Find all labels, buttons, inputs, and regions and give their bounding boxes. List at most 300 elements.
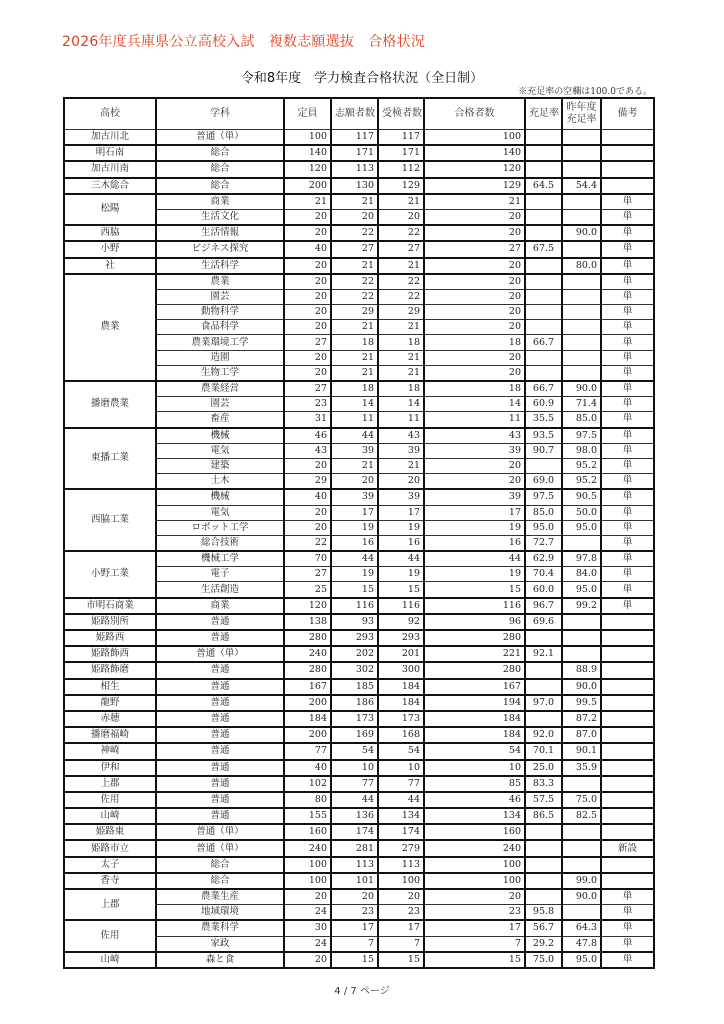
cell-course: 普通 [156, 695, 284, 711]
cell-fill-rate [525, 161, 562, 177]
cell-applicants: 39 [331, 443, 378, 458]
cell-remarks: 単 [601, 474, 654, 490]
cell-fill-rate: 90.7 [525, 443, 562, 458]
header-prev-line2: 充足率 [566, 114, 597, 125]
cell-capacity: 27 [284, 335, 331, 350]
cell-passed: 20 [424, 365, 525, 381]
cell-fill-rate [525, 873, 562, 889]
cell-capacity: 20 [284, 320, 331, 335]
table-row [64, 630, 654, 646]
cell-course: 造園 [156, 350, 284, 365]
cell-capacity: 20 [284, 889, 331, 905]
cell-school: 加古川南 [64, 161, 156, 177]
cell-school: 松陽 [64, 194, 156, 225]
cell-passed: 240 [424, 840, 525, 856]
table-row [64, 711, 654, 727]
cell-examinees: 184 [378, 695, 424, 711]
table-note: ※充足率の空欄は100.0である。 [518, 87, 652, 97]
cell-course: 普通 [156, 743, 284, 759]
cell-course: 生活科学 [156, 258, 284, 274]
cell-applicants: 281 [331, 840, 378, 856]
cell-passed: 7 [424, 936, 525, 952]
cell-fill-rate: 97.0 [525, 695, 562, 711]
cell-passed: 17 [424, 505, 525, 520]
cell-course: 普通 [156, 630, 284, 646]
cell-fill-rate: 75.0 [525, 952, 562, 968]
cell-fill-rate [525, 320, 562, 335]
cell-remarks [601, 711, 654, 727]
cell-applicants: 21 [331, 320, 378, 335]
cell-school: 香寺 [64, 873, 156, 889]
cell-fill-rate [525, 305, 562, 320]
cell-capacity: 20 [284, 289, 331, 304]
cell-prev-fill-rate: 95.0 [562, 952, 601, 968]
cell-remarks: 単 [601, 209, 654, 225]
cell-examinees: 20 [378, 474, 424, 490]
cell-remarks [601, 873, 654, 889]
table-row [64, 614, 654, 630]
cell-school: 農業 [64, 274, 156, 381]
cell-course: 動物科学 [156, 305, 284, 320]
cell-school: 姫路東 [64, 824, 156, 840]
cell-remarks [601, 760, 654, 776]
cell-capacity: 20 [284, 209, 331, 225]
table-row [64, 130, 654, 146]
cell-fill-rate [525, 274, 562, 290]
cell-examinees: 279 [378, 840, 424, 856]
cell-capacity: 40 [284, 489, 331, 505]
cell-examinees: 173 [378, 711, 424, 727]
cell-prev-fill-rate [562, 289, 601, 304]
cell-capacity: 46 [284, 428, 331, 444]
table-row [64, 840, 654, 856]
cell-applicants: 21 [331, 458, 378, 473]
cell-capacity: 200 [284, 727, 331, 743]
cell-prev-fill-rate [562, 350, 601, 365]
cell-applicants: 44 [331, 551, 378, 567]
cell-passed: 20 [424, 350, 525, 365]
cell-remarks [601, 743, 654, 759]
cell-course: 普通 [156, 792, 284, 808]
cell-examinees: 113 [378, 857, 424, 873]
cell-course: ビジネス探究 [156, 241, 284, 257]
cell-school: 社 [64, 258, 156, 274]
cell-fill-rate: 56.7 [525, 920, 562, 936]
cell-prev-fill-rate: 47.8 [562, 936, 601, 952]
cell-examinees: 10 [378, 760, 424, 776]
cell-passed: 54 [424, 743, 525, 759]
cell-prev-fill-rate [562, 209, 601, 225]
cell-applicants: 39 [331, 489, 378, 505]
cell-course: 生物工学 [156, 365, 284, 381]
document-title: 2026年度兵庫県公立高校入試 複数志願選抜 合格状況 [62, 34, 426, 50]
table-row [64, 743, 654, 759]
cell-prev-fill-rate [562, 194, 601, 210]
cell-passed: 43 [424, 428, 525, 444]
cell-course: 総合 [156, 857, 284, 873]
cell-remarks: 単 [601, 489, 654, 505]
cell-fill-rate [525, 145, 562, 161]
cell-remarks [601, 776, 654, 792]
cell-applicants: 44 [331, 428, 378, 444]
cell-prev-fill-rate [562, 905, 601, 921]
cell-examinees: 21 [378, 458, 424, 473]
cell-examinees: 43 [378, 428, 424, 444]
cell-capacity: 200 [284, 178, 331, 194]
cell-applicants: 19 [331, 520, 378, 535]
cell-remarks: 単 [601, 365, 654, 381]
cell-capacity: 100 [284, 130, 331, 146]
cell-capacity: 80 [284, 792, 331, 808]
cell-remarks: 単 [601, 443, 654, 458]
cell-course: 機械 [156, 489, 284, 505]
cell-fill-rate: 25.0 [525, 760, 562, 776]
table-row [64, 952, 654, 968]
cell-examinees: 15 [378, 952, 424, 968]
cell-fill-rate: 92.0 [525, 727, 562, 743]
cell-examinees: 20 [378, 209, 424, 225]
cell-school: 神崎 [64, 743, 156, 759]
cell-passed: 27 [424, 241, 525, 257]
cell-applicants: 186 [331, 695, 378, 711]
cell-examinees: 21 [378, 320, 424, 335]
cell-passed: 17 [424, 920, 525, 936]
cell-remarks [601, 630, 654, 646]
cell-school: 上郡 [64, 776, 156, 792]
cell-applicants: 116 [331, 598, 378, 614]
cell-prev-fill-rate: 95.2 [562, 458, 601, 473]
cell-fill-rate: 70.4 [525, 567, 562, 582]
cell-prev-fill-rate [562, 646, 601, 662]
cell-school: 姫路西 [64, 630, 156, 646]
cell-school: 姫路別所 [64, 614, 156, 630]
cell-fill-rate: 60.9 [525, 397, 562, 412]
cell-applicants: 21 [331, 365, 378, 381]
cell-prev-fill-rate: 95.0 [562, 582, 601, 598]
cell-prev-fill-rate [562, 274, 601, 290]
cell-course: 普通（単） [156, 130, 284, 146]
cell-passed: 39 [424, 489, 525, 505]
cell-capacity: 100 [284, 873, 331, 889]
cell-fill-rate [525, 289, 562, 304]
cell-applicants: 14 [331, 397, 378, 412]
cell-school: 赤穂 [64, 711, 156, 727]
cell-applicants: 113 [331, 857, 378, 873]
cell-school: 龍野 [64, 695, 156, 711]
cell-passed: 129 [424, 178, 525, 194]
cell-fill-rate [525, 209, 562, 225]
cell-passed: 134 [424, 808, 525, 824]
cell-applicants: 185 [331, 679, 378, 695]
cell-capacity: 24 [284, 936, 331, 952]
cell-applicants: 10 [331, 760, 378, 776]
table-row [64, 381, 654, 397]
cell-course: 建築 [156, 458, 284, 473]
cell-school: 明石南 [64, 145, 156, 161]
cell-examinees: 14 [378, 397, 424, 412]
cell-prev-fill-rate: 85.0 [562, 412, 601, 428]
cell-examinees: 21 [378, 194, 424, 210]
cell-prev-fill-rate [562, 241, 601, 257]
header-course: 学科 [156, 98, 284, 130]
cell-prev-fill-rate [562, 824, 601, 840]
cell-passed: 100 [424, 873, 525, 889]
cell-school: 小野 [64, 241, 156, 257]
cell-applicants: 19 [331, 567, 378, 582]
cell-remarks: 単 [601, 335, 654, 350]
cell-fill-rate [525, 350, 562, 365]
cell-prev-fill-rate [562, 614, 601, 630]
cell-applicants: 54 [331, 743, 378, 759]
cell-prev-fill-rate: 87.0 [562, 727, 601, 743]
cell-applicants: 7 [331, 936, 378, 952]
table-row [64, 241, 654, 257]
cell-capacity: 25 [284, 582, 331, 598]
cell-examinees: 16 [378, 535, 424, 551]
cell-course: 生活創造 [156, 582, 284, 598]
cell-capacity: 21 [284, 194, 331, 210]
cell-prev-fill-rate: 99.0 [562, 873, 601, 889]
cell-course: 園芸 [156, 289, 284, 304]
cell-fill-rate: 64.5 [525, 178, 562, 194]
cell-examinees: 23 [378, 905, 424, 921]
cell-passed: 184 [424, 711, 525, 727]
cell-remarks: 単 [601, 535, 654, 551]
cell-examinees: 112 [378, 161, 424, 177]
cell-fill-rate [525, 194, 562, 210]
cell-course: 生活情報 [156, 225, 284, 241]
cell-passed: 46 [424, 792, 525, 808]
cell-fill-rate: 67.5 [525, 241, 562, 257]
header-row [64, 98, 654, 130]
cell-passed: 20 [424, 458, 525, 473]
cell-remarks: 単 [601, 505, 654, 520]
cell-remarks: 単 [601, 320, 654, 335]
cell-passed: 194 [424, 695, 525, 711]
cell-applicants: 20 [331, 889, 378, 905]
cell-applicants: 302 [331, 662, 378, 678]
cell-examinees: 7 [378, 936, 424, 952]
cell-remarks [601, 808, 654, 824]
cell-capacity: 27 [284, 381, 331, 397]
cell-course: 機械 [156, 428, 284, 444]
cell-capacity: 27 [284, 567, 331, 582]
cell-course: 総合 [156, 161, 284, 177]
table-row [64, 792, 654, 808]
cell-remarks: 単 [601, 225, 654, 241]
cell-passed: 20 [424, 225, 525, 241]
cell-examinees: 39 [378, 489, 424, 505]
cell-examinees: 19 [378, 567, 424, 582]
cell-course: 土木 [156, 474, 284, 490]
header-passed: 合格者数 [424, 98, 525, 130]
cell-remarks: 単 [601, 274, 654, 290]
cell-remarks: 単 [601, 258, 654, 274]
cell-fill-rate [525, 630, 562, 646]
cell-course: 普通 [156, 776, 284, 792]
cell-prev-fill-rate: 95.0 [562, 520, 601, 535]
cell-remarks: 単 [601, 194, 654, 210]
cell-examinees: 300 [378, 662, 424, 678]
cell-course: 農業生産 [156, 889, 284, 905]
cell-school: 小野工業 [64, 551, 156, 598]
cell-fill-rate: 69.6 [525, 614, 562, 630]
header-fill-rate: 充足率 [525, 98, 562, 130]
cell-prev-fill-rate [562, 630, 601, 646]
cell-remarks: 新設 [601, 840, 654, 856]
cell-applicants: 23 [331, 905, 378, 921]
cell-capacity: 200 [284, 695, 331, 711]
cell-passed: 44 [424, 551, 525, 567]
cell-prev-fill-rate: 75.0 [562, 792, 601, 808]
cell-remarks [601, 824, 654, 840]
cell-prev-fill-rate: 88.9 [562, 662, 601, 678]
cell-remarks [601, 857, 654, 873]
cell-capacity: 120 [284, 161, 331, 177]
cell-remarks: 単 [601, 567, 654, 582]
cell-fill-rate [525, 130, 562, 146]
cell-passed: 15 [424, 582, 525, 598]
page-number: 4 / 7 ページ [334, 986, 390, 997]
cell-course: 普通 [156, 662, 284, 678]
cell-applicants: 17 [331, 920, 378, 936]
cell-examinees: 77 [378, 776, 424, 792]
cell-capacity: 280 [284, 630, 331, 646]
cell-fill-rate [525, 840, 562, 856]
cell-passed: 10 [424, 760, 525, 776]
cell-passed: 11 [424, 412, 525, 428]
table-row [64, 489, 654, 505]
cell-applicants: 293 [331, 630, 378, 646]
cell-examinees: 92 [378, 614, 424, 630]
cell-capacity: 20 [284, 274, 331, 290]
cell-remarks [601, 614, 654, 630]
cell-examinees: 174 [378, 824, 424, 840]
results-table [63, 97, 655, 969]
cell-applicants: 173 [331, 711, 378, 727]
cell-applicants: 22 [331, 274, 378, 290]
cell-fill-rate: 72.7 [525, 535, 562, 551]
cell-capacity: 280 [284, 662, 331, 678]
cell-course: 機械工学 [156, 551, 284, 567]
cell-school: 伊和 [64, 760, 156, 776]
cell-remarks [601, 792, 654, 808]
cell-examinees: 100 [378, 873, 424, 889]
table-row [64, 258, 654, 274]
cell-applicants: 18 [331, 335, 378, 350]
table-row [64, 695, 654, 711]
cell-capacity: 20 [284, 952, 331, 968]
cell-capacity: 40 [284, 760, 331, 776]
cell-school: 太子 [64, 857, 156, 873]
cell-applicants: 93 [331, 614, 378, 630]
table-row [64, 274, 654, 290]
cell-fill-rate: 35.5 [525, 412, 562, 428]
cell-fill-rate: 66.7 [525, 335, 562, 350]
cell-passed: 140 [424, 145, 525, 161]
cell-fill-rate [525, 711, 562, 727]
header-examinees: 受検者数 [378, 98, 424, 130]
cell-remarks: 単 [601, 241, 654, 257]
cell-capacity: 240 [284, 646, 331, 662]
cell-fill-rate: 95.8 [525, 905, 562, 921]
cell-passed: 120 [424, 161, 525, 177]
cell-passed: 20 [424, 274, 525, 290]
cell-remarks [601, 727, 654, 743]
cell-passed: 96 [424, 614, 525, 630]
cell-remarks: 単 [601, 520, 654, 535]
cell-passed: 20 [424, 289, 525, 304]
cell-capacity: 20 [284, 305, 331, 320]
cell-fill-rate [525, 225, 562, 241]
cell-applicants: 136 [331, 808, 378, 824]
cell-school: 市明石商業 [64, 598, 156, 614]
table-row [64, 428, 654, 444]
cell-examinees: 17 [378, 505, 424, 520]
cell-capacity: 30 [284, 920, 331, 936]
cell-examinees: 22 [378, 274, 424, 290]
cell-prev-fill-rate [562, 535, 601, 551]
table-row [64, 679, 654, 695]
cell-examinees: 39 [378, 443, 424, 458]
cell-course: 普通 [156, 808, 284, 824]
cell-examinees: 21 [378, 365, 424, 381]
cell-fill-rate: 70.1 [525, 743, 562, 759]
cell-remarks: 単 [601, 305, 654, 320]
table-row [64, 225, 654, 241]
table-row [64, 776, 654, 792]
cell-fill-rate [525, 824, 562, 840]
table-row [64, 889, 654, 905]
cell-fill-rate [525, 365, 562, 381]
cell-course: 食品科学 [156, 320, 284, 335]
cell-capacity: 70 [284, 551, 331, 567]
cell-remarks [601, 695, 654, 711]
cell-course: 農業科学 [156, 920, 284, 936]
cell-capacity: 100 [284, 857, 331, 873]
table-body [64, 130, 654, 968]
cell-remarks: 単 [601, 458, 654, 473]
cell-remarks [601, 161, 654, 177]
cell-capacity: 120 [284, 598, 331, 614]
cell-passed: 20 [424, 320, 525, 335]
cell-applicants: 77 [331, 776, 378, 792]
cell-capacity: 31 [284, 412, 331, 428]
cell-course: 家政 [156, 936, 284, 952]
cell-course: 電子 [156, 567, 284, 582]
cell-applicants: 20 [331, 474, 378, 490]
cell-fill-rate: 60.0 [525, 582, 562, 598]
cell-examinees: 15 [378, 582, 424, 598]
cell-applicants: 18 [331, 381, 378, 397]
cell-course: 園芸 [156, 397, 284, 412]
cell-course: 農業 [156, 274, 284, 290]
cell-fill-rate [525, 662, 562, 678]
cell-capacity: 20 [284, 350, 331, 365]
cell-fill-rate: 83.3 [525, 776, 562, 792]
cell-passed: 19 [424, 567, 525, 582]
cell-remarks: 単 [601, 428, 654, 444]
cell-applicants: 171 [331, 145, 378, 161]
cell-passed: 20 [424, 209, 525, 225]
cell-passed: 116 [424, 598, 525, 614]
cell-applicants: 21 [331, 350, 378, 365]
cell-capacity: 20 [284, 505, 331, 520]
cell-school: 三木総合 [64, 178, 156, 194]
cell-prev-fill-rate: 98.0 [562, 443, 601, 458]
cell-course: 商業 [156, 194, 284, 210]
cell-examinees: 18 [378, 381, 424, 397]
